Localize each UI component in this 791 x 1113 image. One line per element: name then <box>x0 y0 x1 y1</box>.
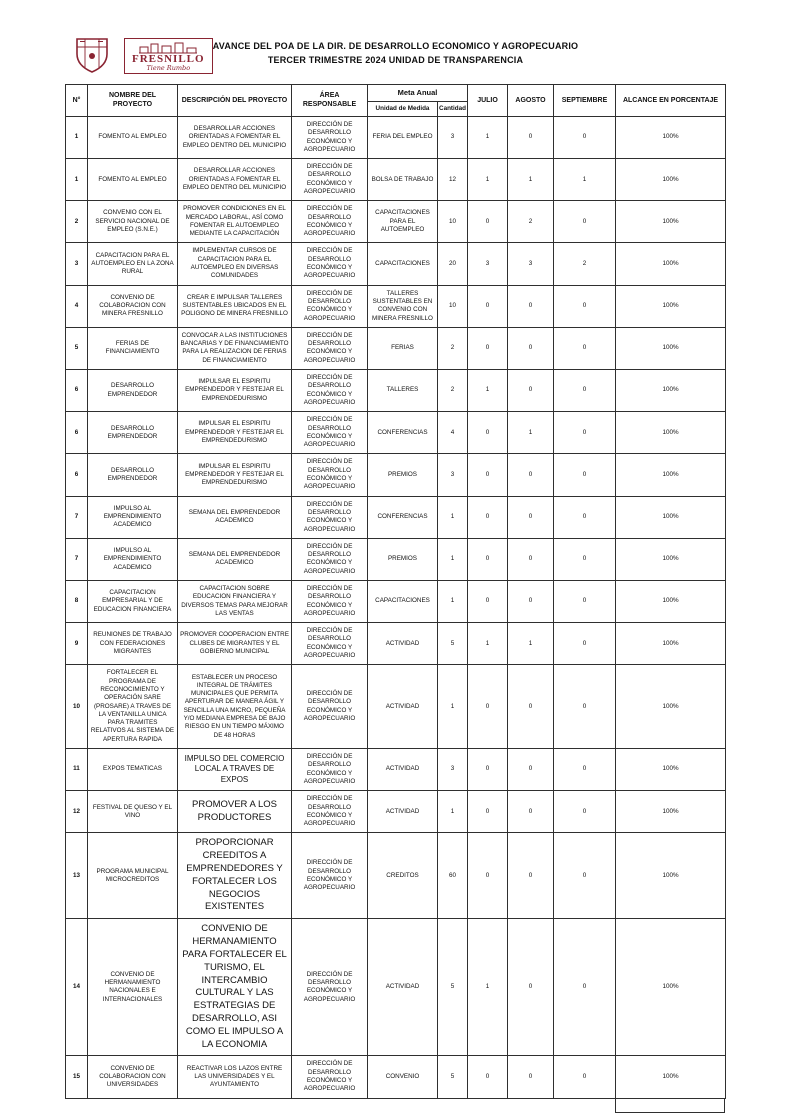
july-value-cell: 3 <box>468 243 508 285</box>
annual-quantity-cell: 10 <box>438 285 468 327</box>
empty-footer-cell <box>615 1099 725 1113</box>
project-name-cell: DESARROLLO EMPRENDEDOR <box>88 370 178 412</box>
fresnillo-wordmark: FRESNILLO <box>132 52 205 65</box>
col-header-annual-goal: Meta Anual <box>368 85 468 102</box>
august-value-cell: 0 <box>508 791 554 833</box>
project-description-cell: CAPACITACION SOBRE EDUCACION FINANCIERA Y DIVERSOS TEMAS PARA MEJORAR LAS VENTAS <box>178 580 292 622</box>
july-value-cell: 0 <box>468 285 508 327</box>
july-value-cell: 1 <box>468 623 508 665</box>
table-row <box>66 791 726 833</box>
july-value-cell: 0 <box>468 749 508 791</box>
table-row <box>66 243 726 285</box>
percentage-cell: 100% <box>616 623 726 665</box>
unit-of-measure-cell: CONVENIO <box>368 1056 438 1098</box>
september-value-cell: 0 <box>554 791 616 833</box>
table-body <box>66 116 726 1098</box>
table-header <box>66 85 726 117</box>
july-value-cell: 0 <box>468 412 508 454</box>
project-description-cell: IMPLEMENTAR CURSOS DE CAPACITACION PARA EL AUTOEMPLEO EN DIVERSAS COMUNIDADES <box>178 243 292 285</box>
col-header-project-name: NOMBRE DEL PROYECTO <box>88 85 178 117</box>
row-number-cell: 3 <box>66 243 88 285</box>
project-description-cell: PROMOVER COOPERACION ENTRE CLUBES DE MIGRANTES Y EL GOBIERNO MUNICIPAL <box>178 623 292 665</box>
project-description-cell: IMPULSO DEL COMERCIO LOCAL A TRAVES DE EXPOS <box>178 749 292 791</box>
row-number-cell: 12 <box>66 791 88 833</box>
table-row <box>66 623 726 665</box>
september-value-cell: 0 <box>554 665 616 749</box>
annual-quantity-cell: 12 <box>438 159 468 201</box>
percentage-cell: 100% <box>616 665 726 749</box>
project-name-cell: EXPOS TEMATICAS <box>88 749 178 791</box>
table-row <box>66 116 726 158</box>
responsible-area-cell: DIRECCIÓN DE DESARROLLO ECONÓMICO Y AGROPECUARIO <box>292 833 368 919</box>
table-row <box>66 580 726 622</box>
august-value-cell: 3 <box>508 243 554 285</box>
september-value-cell: 0 <box>554 285 616 327</box>
row-number-cell: 2 <box>66 201 88 243</box>
project-name-cell: FORTALECER EL PROGRAMA DE RECONOCIMIENTO Y OPERACIÓN SARE (PROSARE) A TRAVES DE LA VENTANILLA UNICA PARA TRAMITES RELATIVOS AL SISTEMA DE APERTURA RAPIDA <box>88 665 178 749</box>
project-description-cell: IMPULSAR EL ESPIRITU EMPRENDEDOR Y FESTEJAR EL EMPRENDEDURISMO <box>178 454 292 496</box>
responsible-area-cell: DIRECCIÓN DE DESARROLLO ECONÓMICO Y AGROPECUARIO <box>292 159 368 201</box>
row-number-cell: 7 <box>66 538 88 580</box>
project-name-cell: CONVENIO DE COLABORACION CON UNIVERSIDADES <box>88 1056 178 1098</box>
responsible-area-cell: DIRECCIÓN DE DESARROLLO ECONÓMICO Y AGROPECUARIO <box>292 580 368 622</box>
responsible-area-cell: DIRECCIÓN DE DESARROLLO ECONÓMICO Y AGROPECUARIO <box>292 623 368 665</box>
responsible-area-cell: DIRECCIÓN DE DESARROLLO ECONÓMICO Y AGROPECUARIO <box>292 370 368 412</box>
responsible-area-cell: DIRECCIÓN DE DESARROLLO ECONÓMICO Y AGROPECUARIO <box>292 791 368 833</box>
unit-of-measure-cell: ACTIVIDAD <box>368 791 438 833</box>
responsible-area-cell: DIRECCIÓN DE DESARROLLO ECONÓMICO Y AGROPECUARIO <box>292 327 368 369</box>
unit-of-measure-cell: PREMIOS <box>368 538 438 580</box>
annual-quantity-cell: 5 <box>438 623 468 665</box>
project-name-cell: FOMENTO AL EMPLEO <box>88 159 178 201</box>
percentage-cell: 100% <box>616 1056 726 1098</box>
project-description-cell: PROPORCIONAR CREEDITOS A EMPRENDEDORES Y FORTALECER LOS NEGOCIOS EXISTENTES <box>178 833 292 919</box>
september-value-cell: 1 <box>554 159 616 201</box>
project-name-cell: CONVENIO DE COLABORACION CON MINERA FRESNILLO <box>88 285 178 327</box>
august-value-cell: 0 <box>508 496 554 538</box>
project-description-cell: CONVOCAR A LAS INSTITUCIONES BANCARIAS Y DE FINANCIAMIENTO PARA LA REALIZACION DE FERIAS DE FINANCIAMIENTO <box>178 327 292 369</box>
project-name-cell: IMPULSO AL EMPRENDIMIENTO ACADEMICO <box>88 496 178 538</box>
august-value-cell: 0 <box>508 285 554 327</box>
july-value-cell: 1 <box>468 370 508 412</box>
table-row <box>66 749 726 791</box>
project-description-cell: CREAR E IMPULSAR TALLERES SUSTENTABLES UBICADOS EN EL POLIGONO DE MINERA FRESNILLO <box>178 285 292 327</box>
july-value-cell: 0 <box>468 496 508 538</box>
september-value-cell: 0 <box>554 538 616 580</box>
unit-of-measure-cell: CREDITOS <box>368 833 438 919</box>
project-description-cell: IMPULSAR EL ESPIRITU EMPRENDEDOR Y FESTEJAR EL EMPRENDEDURISMO <box>178 412 292 454</box>
percentage-cell: 100% <box>616 285 726 327</box>
annual-quantity-cell: 1 <box>438 580 468 622</box>
percentage-cell: 100% <box>616 243 726 285</box>
percentage-cell: 100% <box>616 116 726 158</box>
document-title-block <box>0 40 791 68</box>
row-number-cell: 6 <box>66 370 88 412</box>
responsible-area-cell: DIRECCIÓN DE DESARROLLO ECONÓMICO Y AGROPECUARIO <box>292 243 368 285</box>
project-name-cell: IMPULSO AL EMPRENDIMIENTO ACADEMICO <box>88 538 178 580</box>
annual-quantity-cell: 1 <box>438 496 468 538</box>
august-value-cell: 0 <box>508 665 554 749</box>
august-value-cell: 0 <box>508 833 554 919</box>
july-value-cell: 1 <box>468 116 508 158</box>
unit-of-measure-cell: TALLERES <box>368 370 438 412</box>
annual-quantity-cell: 20 <box>438 243 468 285</box>
annual-quantity-cell: 1 <box>438 791 468 833</box>
percentage-cell: 100% <box>616 580 726 622</box>
table-row <box>66 201 726 243</box>
responsible-area-cell: DIRECCIÓN DE DESARROLLO ECONÓMICO Y AGROPECUARIO <box>292 665 368 749</box>
percentage-cell: 100% <box>616 412 726 454</box>
col-header-july: JULIO <box>468 85 508 117</box>
project-description-cell: PROMOVER A LOS PRODUCTORES <box>178 791 292 833</box>
poa-table-container <box>65 84 725 1113</box>
july-value-cell: 0 <box>468 327 508 369</box>
percentage-cell: 100% <box>616 538 726 580</box>
row-number-cell: 1 <box>66 116 88 158</box>
september-value-cell: 0 <box>554 496 616 538</box>
table-row <box>66 370 726 412</box>
august-value-cell: 0 <box>508 116 554 158</box>
responsible-area-cell: DIRECCIÓN DE DESARROLLO ECONÓMICO Y AGROPECUARIO <box>292 454 368 496</box>
annual-quantity-cell: 2 <box>438 327 468 369</box>
col-header-september: SEPTIEMBRE <box>554 85 616 117</box>
project-description-cell: ESTABLECER UN PROCESO INTEGRAL DE TRÁMITES MUNICIPALES QUE PERMITA APERTURAR DE MANERA ÁGIL Y SENCILLA UNA MICRO, PEQUEÑA Y/O MEDIANA EMPRESA DE BAJO RIESGO EN UN TIEMPO MÁXIMO DE 48 HORAS <box>178 665 292 749</box>
august-value-cell: 0 <box>508 749 554 791</box>
july-value-cell: 0 <box>468 454 508 496</box>
september-value-cell: 0 <box>554 623 616 665</box>
table-row <box>66 665 726 749</box>
july-value-cell: 0 <box>468 538 508 580</box>
responsible-area-cell: DIRECCIÓN DE DESARROLLO ECONÓMICO Y AGROPECUARIO <box>292 201 368 243</box>
row-number-cell: 1 <box>66 159 88 201</box>
july-value-cell: 1 <box>468 159 508 201</box>
percentage-cell: 100% <box>616 159 726 201</box>
september-value-cell: 0 <box>554 327 616 369</box>
table-row <box>66 833 726 919</box>
row-number-cell: 9 <box>66 623 88 665</box>
table-row <box>66 454 726 496</box>
table-row <box>66 327 726 369</box>
row-number-cell: 10 <box>66 665 88 749</box>
unit-of-measure-cell: TALLERES SUSTENTABLES EN CONVENIO CON MINERA FRESNILLO <box>368 285 438 327</box>
table-header-row-main <box>66 85 726 102</box>
poa-table <box>65 84 726 1099</box>
july-value-cell: 0 <box>468 791 508 833</box>
august-value-cell: 0 <box>508 1056 554 1098</box>
september-value-cell: 2 <box>554 243 616 285</box>
project-name-cell: FOMENTO AL EMPLEO <box>88 116 178 158</box>
september-value-cell: 0 <box>554 412 616 454</box>
responsible-area-cell: DIRECCIÓN DE DESARROLLO ECONÓMICO Y AGROPECUARIO <box>292 285 368 327</box>
july-value-cell: 0 <box>468 665 508 749</box>
project-description-cell: REACTIVAR LOS LAZOS ENTRE LAS UNIVERSIDADES Y EL AYUNTAMIENTO <box>178 1056 292 1098</box>
col-header-project-description: DESCRIPCIÓN DEL PROYECTO <box>178 85 292 117</box>
col-header-august: AGOSTO <box>508 85 554 117</box>
september-value-cell: 0 <box>554 580 616 622</box>
september-value-cell: 0 <box>554 749 616 791</box>
row-number-cell: 4 <box>66 285 88 327</box>
row-number-cell: 14 <box>66 919 88 1056</box>
responsible-area-cell: DIRECCIÓN DE DESARROLLO ECONÓMICO Y AGROPECUARIO <box>292 116 368 158</box>
table-row <box>66 919 726 1056</box>
percentage-cell: 100% <box>616 327 726 369</box>
august-value-cell: 1 <box>508 623 554 665</box>
august-value-cell: 0 <box>508 580 554 622</box>
september-value-cell: 0 <box>554 1056 616 1098</box>
august-value-cell: 0 <box>508 538 554 580</box>
august-value-cell: 0 <box>508 454 554 496</box>
col-header-quantity: Cantidad <box>438 101 468 116</box>
unit-of-measure-cell: CAPACITACIONES <box>368 580 438 622</box>
september-value-cell: 0 <box>554 201 616 243</box>
august-value-cell: 0 <box>508 919 554 1056</box>
percentage-cell: 100% <box>616 919 726 1056</box>
project-name-cell: DESARROLLO EMPRENDEDOR <box>88 412 178 454</box>
july-value-cell: 0 <box>468 580 508 622</box>
project-description-cell: DESARROLLAR ACCIONES ORIENTADAS A FOMENTAR EL EMPLEO DENTRO DEL MUNICIPIO <box>178 116 292 158</box>
percentage-cell: 100% <box>616 454 726 496</box>
unit-of-measure-cell: FERIAS <box>368 327 438 369</box>
percentage-cell: 100% <box>616 749 726 791</box>
fresnillo-slogan: Tiene Rumbo <box>146 64 191 73</box>
august-value-cell: 1 <box>508 159 554 201</box>
unit-of-measure-cell: ACTIVIDAD <box>368 665 438 749</box>
percentage-cell: 100% <box>616 201 726 243</box>
percentage-cell: 100% <box>616 791 726 833</box>
project-name-cell: FERIAS DE FINANCIAMIENTO <box>88 327 178 369</box>
responsible-area-cell: DIRECCIÓN DE DESARROLLO ECONÓMICO Y AGROPECUARIO <box>292 412 368 454</box>
september-value-cell: 0 <box>554 454 616 496</box>
col-header-responsible-area: ÁREA RESPONSABLE <box>292 85 368 117</box>
july-value-cell: 0 <box>468 201 508 243</box>
table-row <box>66 496 726 538</box>
document-title-line1: AVANCE DEL POA DE LA DIR. DE DESARROLLO ECONOMICO Y AGROPECUARIO <box>212 41 579 51</box>
unit-of-measure-cell: ACTIVIDAD <box>368 623 438 665</box>
row-number-cell: 7 <box>66 496 88 538</box>
project-name-cell: REUNIONES DE TRABAJO CON FEDERACIONES MIGRANTES <box>88 623 178 665</box>
unit-of-measure-cell: BOLSA DE TRABAJO <box>368 159 438 201</box>
table-row <box>66 412 726 454</box>
july-value-cell: 0 <box>468 1056 508 1098</box>
project-description-cell: DESARROLLAR ACCIONES ORIENTADAS A FOMENTAR EL EMPLEO DENTRO DEL MUNICIPIO <box>178 159 292 201</box>
annual-quantity-cell: 60 <box>438 833 468 919</box>
annual-quantity-cell: 5 <box>438 919 468 1056</box>
september-value-cell: 0 <box>554 833 616 919</box>
annual-quantity-cell: 1 <box>438 665 468 749</box>
annual-quantity-cell: 3 <box>438 454 468 496</box>
unit-of-measure-cell: CONFERENCIAS <box>368 496 438 538</box>
august-value-cell: 0 <box>508 370 554 412</box>
annual-quantity-cell: 3 <box>438 116 468 158</box>
unit-of-measure-cell: CAPACITACIONES PARA EL AUTOEMPLEO <box>368 201 438 243</box>
project-name-cell: FESTIVAL DE QUESO Y EL VINO <box>88 791 178 833</box>
percentage-cell: 100% <box>616 496 726 538</box>
project-description-cell: SEMANA DEL EMPRENDEDOR ACADEMICO <box>178 538 292 580</box>
col-header-unit-of-measure: Unidad de Medida <box>368 101 438 116</box>
july-value-cell: 1 <box>468 919 508 1056</box>
annual-quantity-cell: 4 <box>438 412 468 454</box>
row-number-cell: 6 <box>66 454 88 496</box>
september-value-cell: 0 <box>554 919 616 1056</box>
project-description-cell: SEMANA DEL EMPRENDEDOR ACADEMICO <box>178 496 292 538</box>
annual-quantity-cell: 10 <box>438 201 468 243</box>
row-number-cell: 5 <box>66 327 88 369</box>
row-number-cell: 6 <box>66 412 88 454</box>
unit-of-measure-cell: FERIA DEL EMPLEO <box>368 116 438 158</box>
annual-quantity-cell: 1 <box>438 538 468 580</box>
document-title-line2: TERCER TRIMESTRE 2024 UNIDAD DE TRANSPARENCIA <box>267 54 524 65</box>
col-header-number: N° <box>66 85 88 117</box>
project-name-cell: CAPACITACION EMPRESARIAL Y DE EDUCACION FINANCIERA <box>88 580 178 622</box>
responsible-area-cell: DIRECCIÓN DE DESARROLLO ECONÓMICO Y AGROPECUARIO <box>292 919 368 1056</box>
table-row <box>66 285 726 327</box>
unit-of-measure-cell: PREMIOS <box>368 454 438 496</box>
september-value-cell: 0 <box>554 116 616 158</box>
project-name-cell: CAPACITACION PARA EL AUTOEMPLEO EN LA ZONA RURAL <box>88 243 178 285</box>
unit-of-measure-cell: ACTIVIDAD <box>368 919 438 1056</box>
project-description-cell: CONVENIO DE HERMANAMIENTO PARA FORTALECER EL TURISMO, EL INTERCAMBIO CULTURAL Y LAS ESTRATEGIAS DE DESARROLLO, ASI COMO EL IMPULSO A LA ECONOMIA <box>178 919 292 1056</box>
row-number-cell: 15 <box>66 1056 88 1098</box>
project-description-cell: IMPULSAR EL ESPIRITU EMPRENDEDOR Y FESTEJAR EL EMPRENDEDURISMO <box>178 370 292 412</box>
project-name-cell: PROGRAMA MUNICIPAL MICROCREDITOS <box>88 833 178 919</box>
august-value-cell: 2 <box>508 201 554 243</box>
table-row <box>66 159 726 201</box>
august-value-cell: 1 <box>508 412 554 454</box>
responsible-area-cell: DIRECCIÓN DE DESARROLLO ECONÓMICO Y AGROPECUARIO <box>292 1056 368 1098</box>
row-number-cell: 8 <box>66 580 88 622</box>
row-number-cell: 11 <box>66 749 88 791</box>
annual-quantity-cell: 3 <box>438 749 468 791</box>
annual-quantity-cell: 2 <box>438 370 468 412</box>
col-header-percentage: ALCANCE EN PORCENTAJE <box>616 85 726 117</box>
unit-of-measure-cell: CAPACITACIONES <box>368 243 438 285</box>
table-row <box>66 1056 726 1098</box>
september-value-cell: 0 <box>554 370 616 412</box>
percentage-cell: 100% <box>616 370 726 412</box>
responsible-area-cell: DIRECCIÓN DE DESARROLLO ECONÓMICO Y AGROPECUARIO <box>292 538 368 580</box>
unit-of-measure-cell: ACTIVIDAD <box>368 749 438 791</box>
table-row <box>66 538 726 580</box>
july-value-cell: 0 <box>468 833 508 919</box>
project-name-cell: CONVENIO DE HERMANAMIENTO NACIONALES E INTERNACIONALES <box>88 919 178 1056</box>
project-name-cell: DESARROLLO EMPRENDEDOR <box>88 454 178 496</box>
august-value-cell: 0 <box>508 327 554 369</box>
row-number-cell: 13 <box>66 833 88 919</box>
percentage-cell: 100% <box>616 833 726 919</box>
responsible-area-cell: DIRECCIÓN DE DESARROLLO ECONÓMICO Y AGROPECUARIO <box>292 749 368 791</box>
project-description-cell: PROMOVER CONDICIONES EN EL MERCADO LABORAL, ASÍ COMO FOMENTAR EL AUTOEMPLEO MEDIANTE LA CAPACITACIÓN <box>178 201 292 243</box>
project-name-cell: CONVENIO CON EL SERVICIO NACIONAL DE EMPLEO (S.N.E.) <box>88 201 178 243</box>
annual-quantity-cell: 5 <box>438 1056 468 1098</box>
unit-of-measure-cell: CONFERENCIAS <box>368 412 438 454</box>
responsible-area-cell: DIRECCIÓN DE DESARROLLO ECONÓMICO Y AGROPECUARIO <box>292 496 368 538</box>
